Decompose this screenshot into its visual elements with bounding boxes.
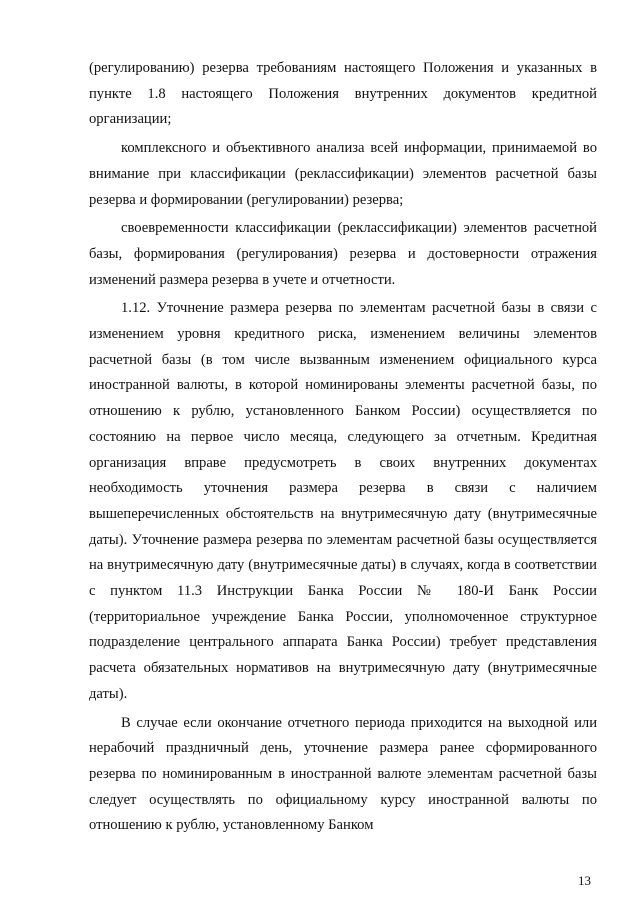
paragraph-continuation: (регулированию) резерва требованиям настоящего Положения и указанных в пункте 1.8 настоящего Положения внутренних документов кредитной организации;	[89, 60, 597, 128]
page-number: 13	[578, 873, 591, 888]
paragraph-analysis: комплексного и объективного анализа всей информации, принимаемой во внимание при классификации (реклассификации) элементов расчетной базы резерва и формировании (регулировании) резерва;	[89, 140, 597, 208]
paragraph-clause-1-12: 1.12. Уточнение размера резерва по элементам расчетной базы в связи с изменением уровня кредитного риска, изменением величины элементов расчетной базы (в том числе вызванным изменением официального курса иностранной валюты, в которой номинированы элементы расчетной базы, по отношению к рублю, установленного Банком России) осуществляется по состоянию на первое число месяца, следующего за отчетным. Кредитная организация вправе предусмотреть в своих внутренних документах необходимость уточнения размера резерва в связи с наличием вышеперечисленных обстоятельств на внутримесячную дату (внутримесячные даты). Уточнение размера резерва по элементам расчетной базы осуществляется на внутримесячную дату (внутримесячные даты) в случаях, когда в соответствии с пунктом 11.3 Инструкции Банка России № 180-И Банк России (территориальное учреждение Банка России, уполномоченное структурное подразделение центрального аппарата Банка России) требует представления расчета обязательных нормативов на внутримесячную дату (внутримесячные даты).	[89, 300, 597, 702]
paragraph-timeliness: своевременности классификации (реклассификации) элементов расчетной базы, формирования (регулирования) резерва и достоверности отражения изменений размера резерва в учете и отчетности.	[89, 220, 597, 288]
paragraph-reporting-period: В случае если окончание отчетного периода приходится на выходной или нерабочий праздничный день, уточнение размера ранее сформированного резерва по номинированным в иностранной валюте элементам расчетной базы следует осуществлять по официальному курсу иностранной валюты по отношению к рублю, установленному Банком	[89, 714, 597, 834]
body-text	[89, 56, 597, 839]
